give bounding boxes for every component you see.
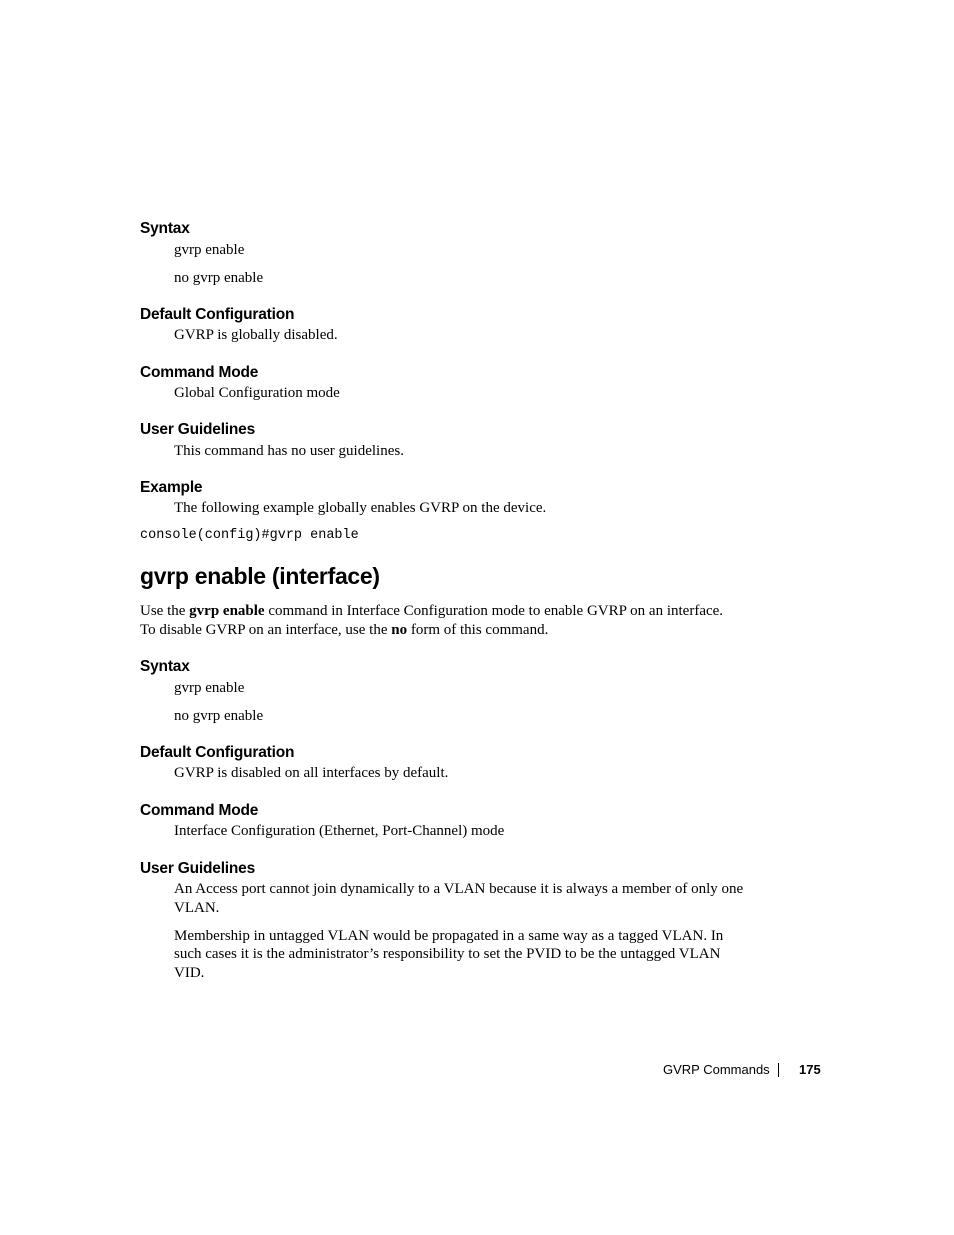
user-guidelines-text: VLAN. [174, 900, 220, 916]
intro-text: To disable GVRP on an interface, use the [140, 622, 392, 638]
syntax-heading: Syntax [140, 658, 190, 675]
intro-text: command in Interface Configuration mode to enable GVRP on an interface. [264, 603, 724, 619]
default-configuration-heading: Default Configuration [140, 306, 295, 323]
command-mode-text: Global Configuration mode [174, 385, 340, 401]
footer-section-name: GVRP Commands [663, 1062, 770, 1077]
user-guidelines-text: such cases it is the administrator’s responsibility to set the PVID to be the untagged VLAN [174, 946, 721, 962]
intro-keyword: no [391, 622, 408, 638]
command-mode-text: Interface Configuration (Ethernet, Port-Channel) mode [174, 823, 505, 839]
command-mode-heading: Command Mode [140, 364, 259, 381]
syntax-line: gvrp enable [174, 242, 245, 258]
command-mode-heading: Command Mode [140, 802, 259, 819]
intro-line [140, 621, 548, 640]
user-guidelines-heading: User Guidelines [140, 860, 256, 877]
intro-text: Use the [140, 603, 190, 619]
user-guidelines-text: Membership in untagged VLAN would be propagated in a same way as a tagged VLAN. In [174, 928, 724, 944]
user-guidelines-text: An Access port cannot join dynamically to a VLAN because it is always a member of only one [174, 881, 744, 897]
page-number: 175 [799, 1062, 821, 1077]
intro-keyword: gvrp enable [189, 603, 265, 619]
syntax-heading: Syntax [140, 220, 190, 237]
example-code: console(config)#gvrp enable [140, 528, 359, 543]
syntax-line: no gvrp enable [174, 708, 264, 724]
default-configuration-heading: Default Configuration [140, 744, 295, 761]
default-configuration-text: GVRP is globally disabled. [174, 327, 338, 343]
command-title: gvrp enable (interface) [140, 563, 380, 589]
user-guidelines-heading: User Guidelines [140, 421, 256, 438]
intro-line [140, 602, 723, 621]
syntax-line: gvrp enable [174, 680, 245, 696]
user-guidelines-text: VID. [174, 965, 205, 981]
footer-divider [778, 1063, 779, 1077]
user-guidelines-text: This command has no user guidelines. [174, 443, 404, 459]
example-heading: Example [140, 479, 203, 496]
default-configuration-text: GVRP is disabled on all interfaces by default. [174, 765, 449, 781]
syntax-line: no gvrp enable [174, 270, 264, 286]
intro-text: form of this command. [407, 622, 549, 638]
example-text: The following example globally enables GVRP on the device. [174, 500, 547, 516]
